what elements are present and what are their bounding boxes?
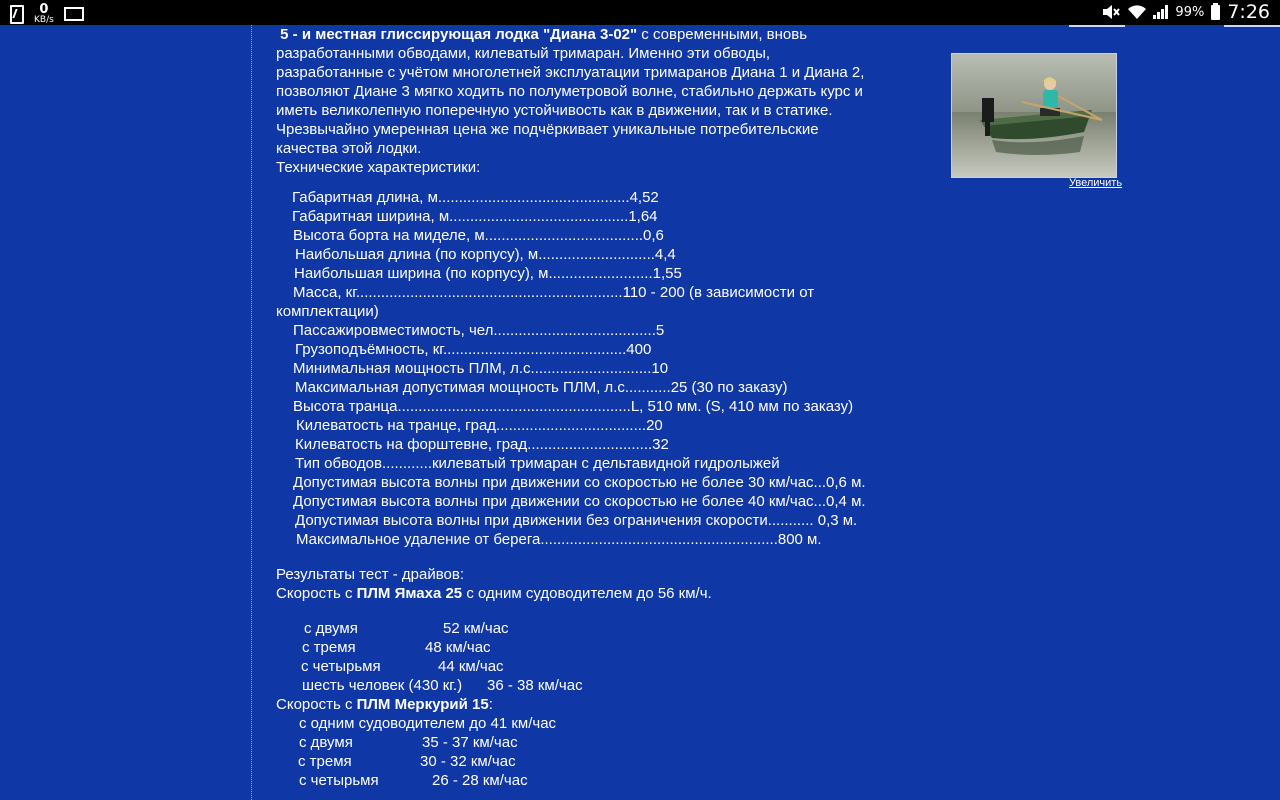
spec-item: Масса, кг................................................................110 - 200 (в зависимости от	[293, 284, 815, 301]
boat-photo[interactable]	[951, 53, 1117, 178]
top-rule	[1224, 25, 1280, 27]
intro-paragraph: 5 - и местная глиссирующая лодка "Диана 3-02" с современными, вновь разработанными обводами, килеватый тримаран. Именно эти обводы, разработанные с учётом многолетней эксплуатации тримаранов Диана 1 и Диана 2, позволяют Диане 3 мягко ходить по полуметровой волне, стабильно держать курс и иметь великолепную поперечную устойчивость как в движении, так и в статике. Чрезвычайно умеренная цена же подчёркивает уникальные потребительские качества этой лодки.	[276, 26, 865, 157]
battery-icon	[1211, 5, 1220, 20]
spec-item: Килеватость на транце, град....................................20	[296, 417, 663, 434]
boat-title: 5 - и местная глиссирующая лодка "Диана 3-02"	[280, 26, 638, 43]
spec-item: Габаритная ширина, м...........................................1,64	[292, 208, 658, 225]
mercury-row: с одним судоводителем до 41 км/час	[299, 715, 557, 732]
spec-item: Допустимая высота волны при движении со скоростью не более 30 км/час...0,6 м.	[293, 474, 866, 491]
battery-percent: 99%	[1175, 4, 1205, 20]
top-rule	[1069, 25, 1125, 27]
spec-item: Килеватость на форштевне, град..............................32	[295, 436, 669, 453]
no-sim-icon	[10, 5, 24, 24]
spec-item: комплектации)	[276, 303, 379, 320]
yamaha-row: с четырьмя 44 км/час	[301, 658, 504, 675]
article-body	[276, 25, 936, 790]
status-bar	[0, 0, 1280, 25]
enlarge-photo-link[interactable]: Увеличить	[1069, 177, 1123, 189]
mercury-row: с двумя 35 - 37 км/час	[299, 734, 518, 751]
spec-item: Высота транца........................................................L, 510 мм. (S, 410 мм по заказу)	[293, 398, 854, 415]
yamaha-row: шесть человек (430 кг.) 36 - 38 км/час	[302, 677, 583, 694]
spec-item: Минимальная мощность ПЛМ, л.с.............................10	[293, 360, 669, 377]
results-title: Результаты тест - драйвов:	[276, 566, 465, 583]
column-divider	[251, 25, 252, 800]
signal-icon	[1153, 5, 1168, 19]
network-speed: 0 KB/s	[34, 2, 54, 25]
yamaha-summary: Скорость с ПЛМ Ямаха 25 с одним судоводителем до 56 км/ч.	[276, 585, 712, 602]
spec-item: Максимальное удаление от берега.........................................................800 м.	[296, 531, 822, 548]
spec-item: Грузоподъёмность, кг............................................400	[295, 341, 652, 358]
mercury-row: с тремя 30 - 32 км/час	[298, 753, 516, 770]
spec-item: Допустимая высота волны при движении без ограничения скорости........... 0,3 м.	[295, 512, 858, 529]
spec-item: Наибольшая длина (по корпусу), м............................4,4	[295, 246, 676, 263]
mercury-summary: Скорость с ПЛМ Меркурий 15:	[276, 696, 493, 713]
specs-title: Технические характеристики:	[276, 159, 481, 176]
spec-item: Габаритная длина, м..............................................4,52	[292, 189, 659, 206]
yamaha-row: с тремя 48 км/час	[302, 639, 491, 656]
spec-item: Допустимая высота волны при движении со скоростью не более 40 км/час...0,4 м.	[293, 493, 866, 510]
spec-item: Высота борта на миделе, м......................................0,6	[293, 227, 664, 244]
spec-item: Максимальная допустимая мощность ПЛМ, л.с...........25 (30 по заказу)	[295, 379, 788, 396]
spec-item: Наибольшая ширина (по корпусу), м.........................1,55	[294, 265, 682, 282]
mercury-row: с четырьмя 26 - 28 км/час	[299, 772, 528, 789]
mute-icon	[1101, 4, 1121, 20]
spec-item: Тип обводов............килеватый тримаран с дельтавидной гидролыжей	[295, 455, 780, 472]
spec-item: Пассажировместимость, чел.......................................5	[293, 322, 665, 339]
clock: 7:26	[1227, 1, 1270, 23]
screen-mirror-icon	[64, 7, 84, 21]
wifi-icon	[1128, 4, 1146, 20]
specs-list	[276, 188, 936, 549]
yamaha-row: с двумя 52 км/час	[304, 620, 509, 637]
